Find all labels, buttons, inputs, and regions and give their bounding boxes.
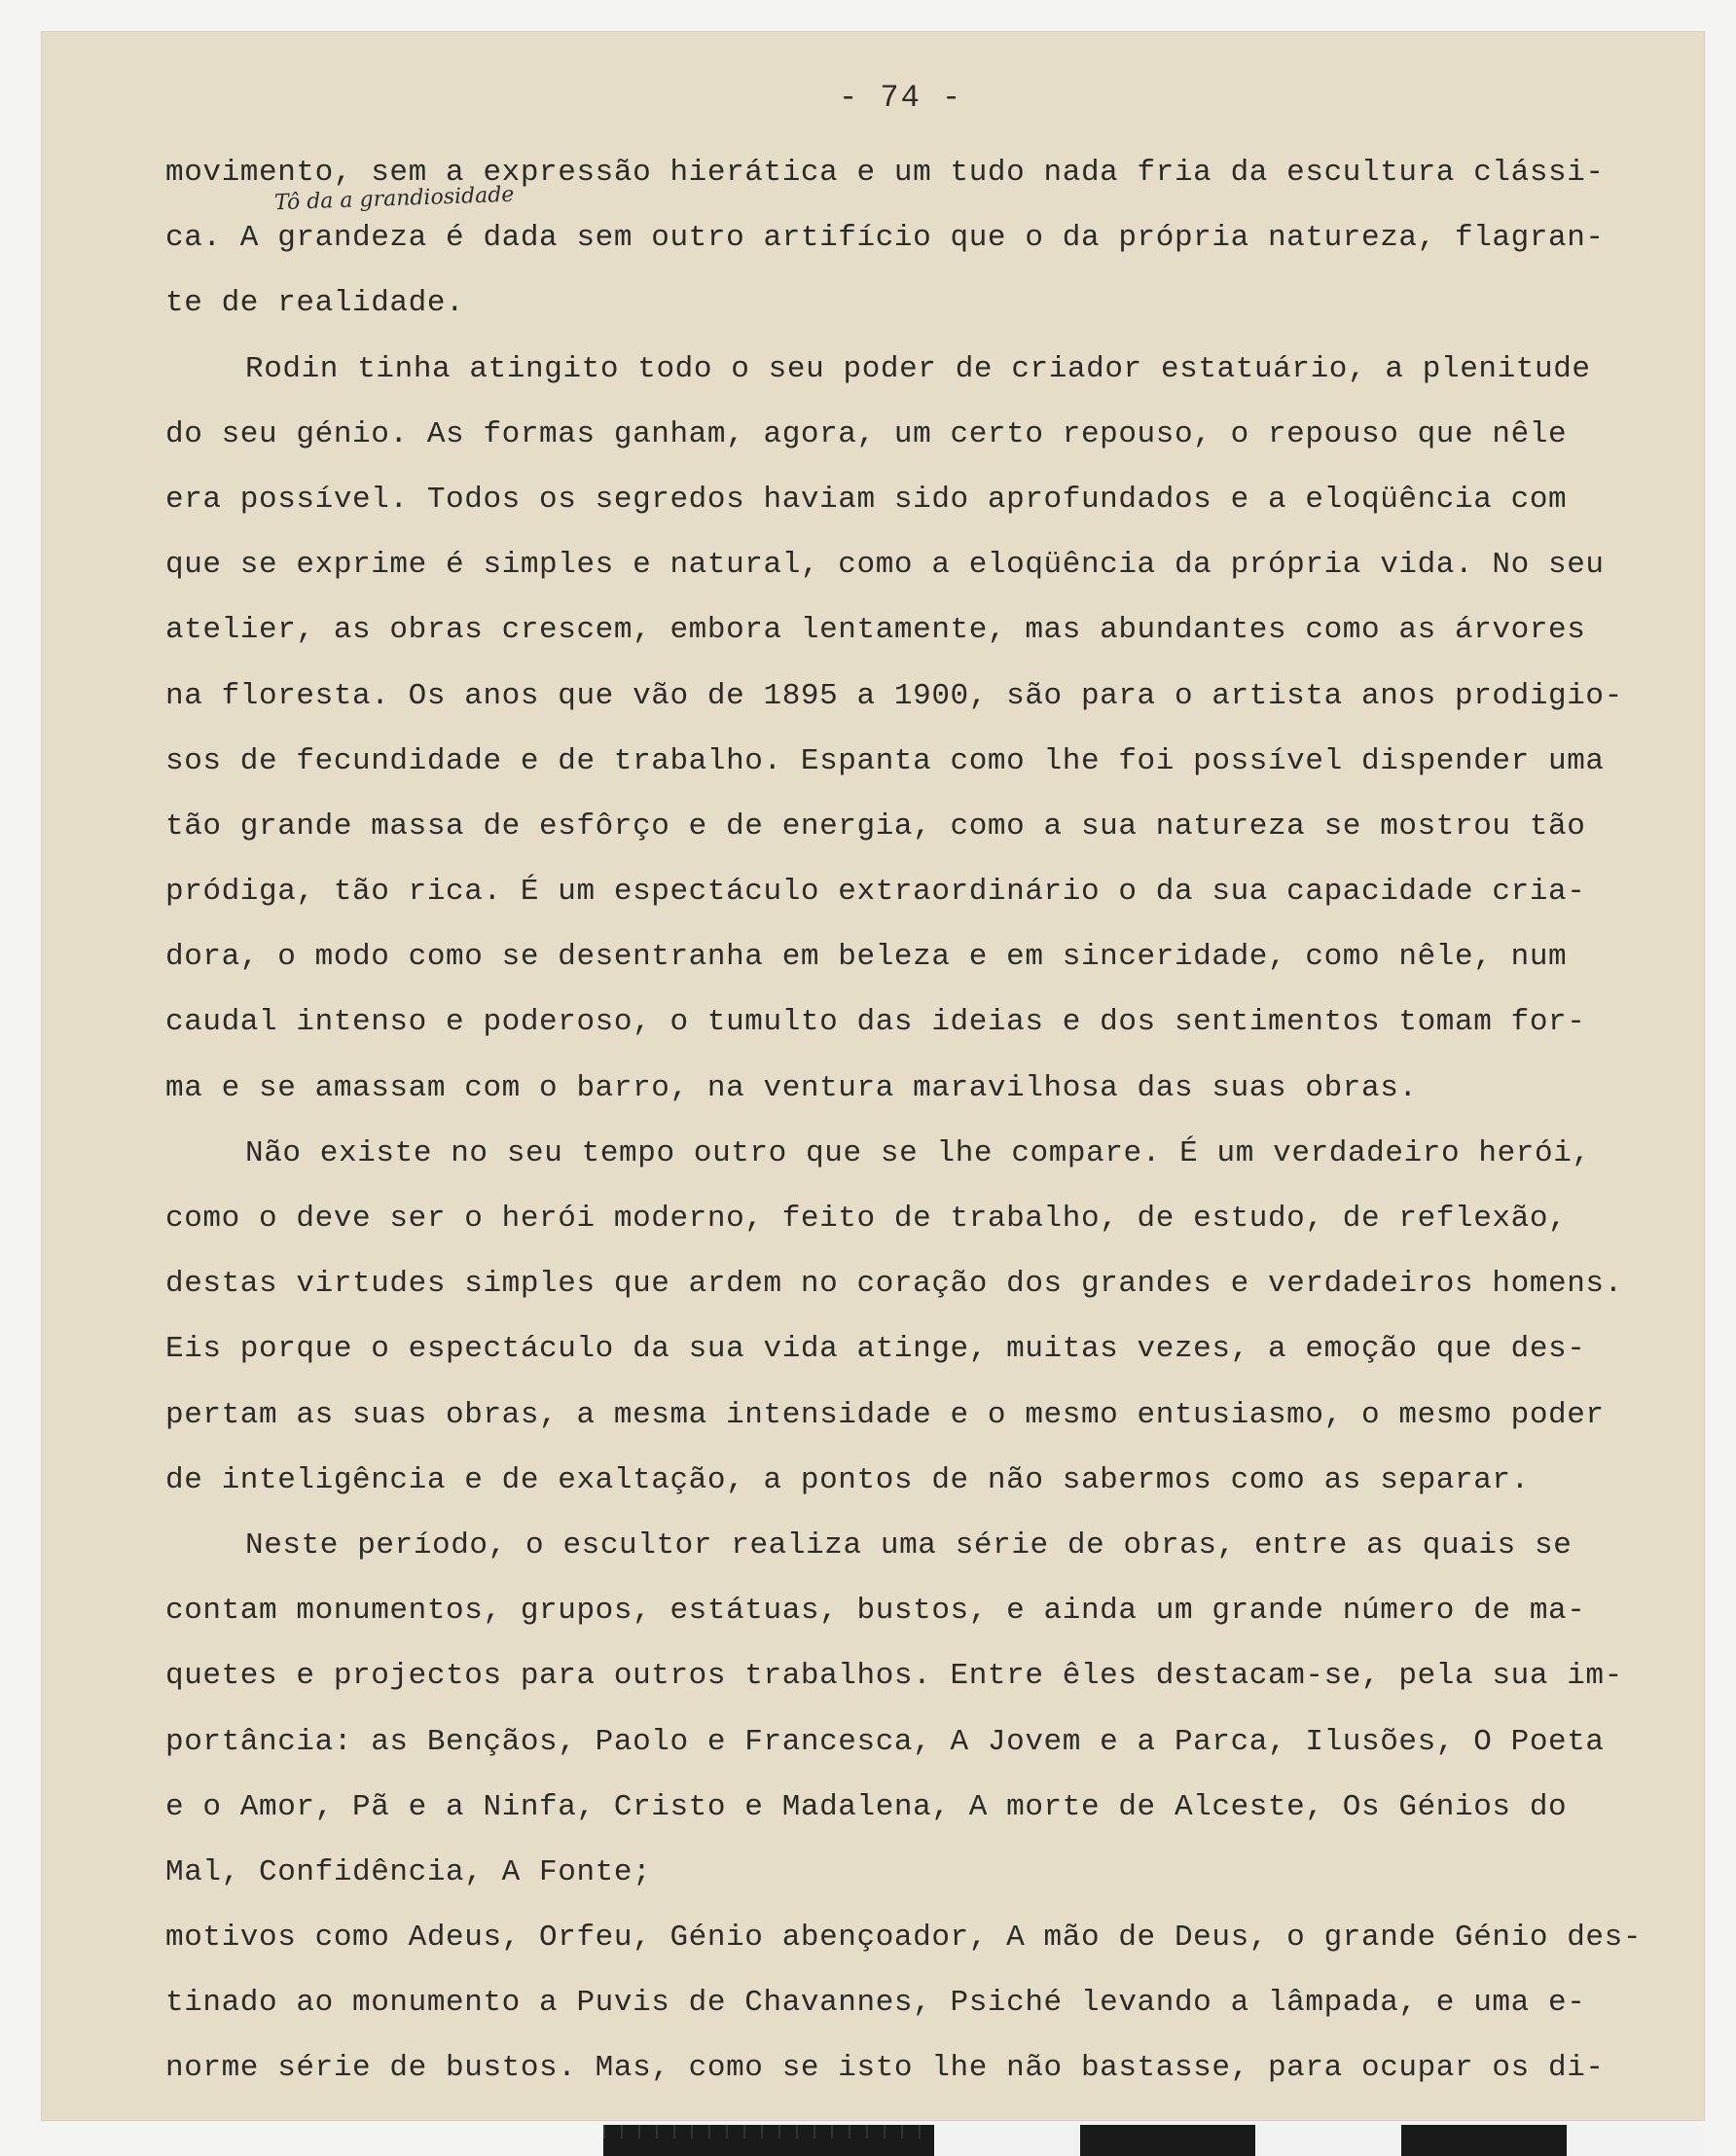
text-line: motivos como Adeus, Orfeu, Génio abençoador, A mão de Deus, o grande Génio des- bbox=[165, 1921, 1643, 1956]
text-line: caudal intenso e poderoso, o tumulto das ideias e dos sentimentos tomam for- bbox=[165, 1005, 1586, 1040]
text-line: tão grande massa de esfôrço e de energia, como a sua natureza se mostrou tão bbox=[165, 808, 1586, 844]
text-line: ca. A grandeza é dada sem outro artifício que o da própria natureza, flagran- bbox=[165, 221, 1605, 256]
text-line: do seu génio. As formas ganham, agora, um certo repouso, o repouso que nêle bbox=[165, 416, 1568, 451]
text-line: norme série de bustos. Mas, como se isto lhe não bastasse, para ocupar os di- bbox=[165, 2051, 1605, 2086]
text-line: Rodin tinha atingito todo o seu poder de criador estatuário, a plenitude bbox=[245, 351, 1591, 386]
text-line: tinado ao monumento a Puvis de Chavannes, Psiché levando a lâmpada, e uma e- bbox=[165, 1986, 1586, 2021]
text-line: portância: as Bençãos, Paolo e Francesca, A Jovem e a Parca, Ilusões, O Poeta bbox=[165, 1724, 1605, 1759]
text-line: dora, o modo como se desentranha em beleza e em sinceridade, como nêle, num bbox=[165, 940, 1568, 975]
ruler-ticks bbox=[603, 2125, 934, 2138]
text-line: destas virtudes simples que ardem no coração dos grandes e verdadeiros homens. bbox=[165, 1267, 1623, 1302]
text-line: sos de fecundidade e de trabalho. Espanta como lhe foi possível dispender uma bbox=[165, 743, 1605, 778]
text-line: Mal, Confidência, A Fonte; bbox=[165, 1854, 652, 1889]
body-text bbox=[165, 140, 1664, 2102]
text-line: atelier, as obras crescem, embora lentamente, mas abundantes como as árvores bbox=[165, 613, 1586, 648]
text-line: ma e se amassam com o barro, na ventura maravilhosa das suas obras. bbox=[165, 1070, 1418, 1105]
page-number: - 74 - bbox=[839, 80, 963, 116]
text-line: de inteligência e de exaltação, a pontos de não sabermos como as separar. bbox=[165, 1462, 1530, 1497]
text-line: pertam as suas obras, a mesma intensidade e o mesmo entusiasmo, o mesmo poder bbox=[165, 1397, 1605, 1432]
ruler-white-segment bbox=[934, 2125, 1080, 2156]
handwritten-annotation: Tô da a grandiosidade bbox=[273, 182, 515, 216]
text-line: quetes e projectos para outros trabalhos. Entre êles destacam-se, pela sua im- bbox=[165, 1659, 1623, 1694]
ruler-white-segment bbox=[1567, 2125, 1703, 2156]
text-line: Neste período, o escultor realiza uma série de obras, entre as quais se bbox=[245, 1527, 1573, 1563]
text-line: pródiga, tão rica. É um espectáculo extraordinário o da sua capacidade cria- bbox=[165, 875, 1586, 910]
typewritten-page bbox=[41, 31, 1705, 2121]
text-line: movimento, sem a expressão hierática e um tudo nada fria da escultura clássi- bbox=[165, 156, 1605, 190]
text-line: Não existe no seu tempo outro que se lhe compare. É um verdadeiro herói, bbox=[245, 1135, 1591, 1170]
text-line: te de realidade. bbox=[165, 286, 465, 321]
text-line: como o deve ser o herói moderno, feito de trabalho, de estudo, de reflexão, bbox=[165, 1202, 1568, 1236]
text-line: Eis porque o espectáculo da sua vida atinge, muitas vezes, a emoção que des- bbox=[165, 1332, 1586, 1367]
ruler-white-segment bbox=[1255, 2125, 1401, 2156]
text-line: que se exprime é simples e natural, como a eloqüência da própria vida. No seu bbox=[165, 548, 1605, 583]
text-line: era possível. Todos os segredos haviam sido aprofundados e a eloqüência com bbox=[165, 482, 1568, 517]
scale-ruler bbox=[603, 2125, 1703, 2156]
text-line: na floresta. Os anos que vão de 1895 a 1900, são para o artista anos prodigio- bbox=[165, 678, 1623, 713]
text-line: contam monumentos, grupos, estátuas, bustos, e ainda um grande número de ma- bbox=[165, 1594, 1586, 1629]
text-line: e o Amor, Pã e a Ninfa, Cristo e Madalena, A morte de Alceste, Os Génios do bbox=[165, 1789, 1568, 1824]
